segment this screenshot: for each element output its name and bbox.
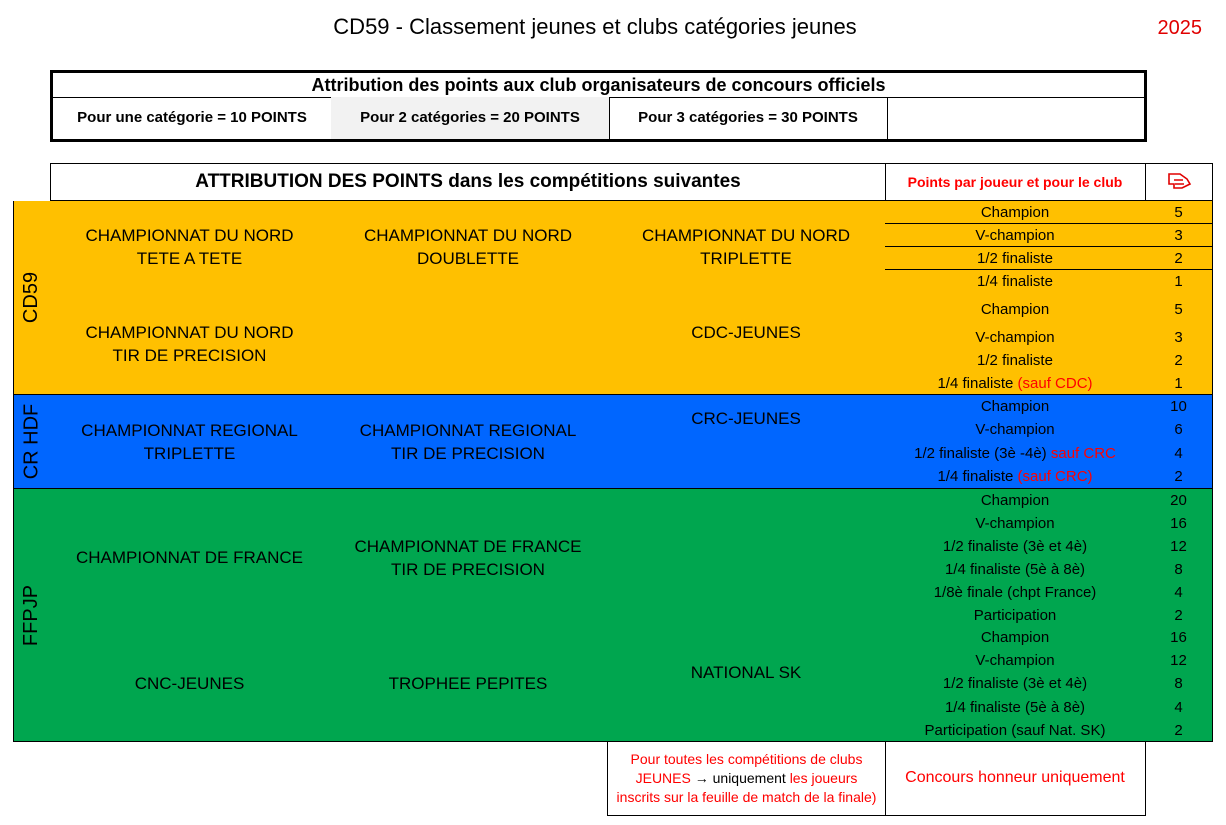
comp-nord-triplette: CHAMPIONNAT DU NORD TRIPLETTE: [607, 201, 886, 294]
points-label: 1/4 finaliste (sauf CRC): [885, 465, 1146, 489]
group-ffpjp: FFPJP: [13, 489, 51, 742]
points-value: 2: [1145, 719, 1213, 742]
year-label: 2025: [1157, 17, 1202, 39]
points-value: 2: [1145, 349, 1213, 373]
points-label: 1/2 finaliste (3è -4è) sauf CRC: [885, 441, 1146, 466]
points-value: 8: [1145, 672, 1213, 696]
comp-empty-crc-sub: [607, 441, 886, 489]
group-cd59: CD59: [13, 201, 51, 395]
comp-championnat-france: CHAMPIONNAT DE FRANCE: [50, 489, 330, 627]
comp-nord-tir: CHAMPIONNAT DU NORD TIR DE PRECISION: [50, 293, 330, 395]
points-label: 1/2 finaliste: [885, 247, 1146, 270]
points-value: 2: [1145, 465, 1213, 489]
group-cr-hdf: CR HDF: [13, 395, 51, 489]
points-label: 1/2 finaliste (3è et 4è): [885, 535, 1146, 559]
honneur-note: Concours honneur uniquement: [885, 741, 1146, 816]
clubs-note: Pour toutes les compétitions de clubs JEUNES → uniquement les joueurs inscrits sur la feuille de match de la finale): [607, 741, 886, 816]
comp-regional-triplette: CHAMPIONNAT REGIONAL TRIPLETTE: [50, 395, 330, 489]
points-value: 4: [1145, 695, 1213, 720]
points-label: Champion: [885, 293, 1146, 327]
points-value: 12: [1145, 649, 1213, 673]
hand-pointer-icon: [1145, 163, 1213, 201]
comp-national-sk: NATIONAL SK: [607, 626, 886, 720]
points-label: 1/2 finaliste: [885, 349, 1146, 373]
comp-empty-cd59: [329, 293, 608, 395]
points-value: 1: [1145, 372, 1213, 395]
points-value: 16: [1145, 512, 1213, 536]
points-value: 2: [1145, 604, 1213, 627]
organizer-cell-2: Pour 2 catégories = 20 POINTS: [331, 97, 610, 139]
points-label: Champion: [885, 626, 1146, 650]
comp-nord-tete-a-tete: CHAMPIONNAT DU NORD TETE A TETE: [50, 201, 330, 294]
points-value: 2: [1145, 247, 1213, 270]
comp-nord-doublette: CHAMPIONNAT DU NORD DOUBLETTE: [329, 201, 608, 294]
points-label: 1/4 finaliste (5è à 8è): [885, 695, 1146, 720]
organizer-cell-4: [887, 97, 1144, 139]
points-label: 1/4 finaliste (5è à 8è): [885, 558, 1146, 582]
points-label: V-champion: [885, 649, 1146, 673]
comp-crc-jeunes: CRC-JEUNES: [607, 395, 886, 442]
points-label: V-champion: [885, 224, 1146, 247]
organizer-points-box: [50, 70, 1147, 142]
points-label: 1/4 finaliste: [885, 270, 1146, 294]
points-value: 8: [1145, 558, 1213, 582]
points-value: 4: [1145, 581, 1213, 605]
points-label: Participation (sauf Nat. SK): [885, 719, 1146, 742]
points-value: 12: [1145, 535, 1213, 559]
main-heading: ATTRIBUTION DES POINTS dans les compétitions suivantes: [50, 163, 886, 201]
comp-trophee-pepites: TROPHEE PEPITES: [329, 626, 608, 742]
points-value: 6: [1145, 418, 1213, 442]
points-label: 1/4 finaliste (sauf CDC): [885, 372, 1146, 395]
comp-regional-tir: CHAMPIONNAT REGIONAL TIR DE PRECISION: [329, 395, 608, 489]
points-label: Participation: [885, 604, 1146, 627]
points-label: 1/2 finaliste (3è et 4è): [885, 672, 1146, 696]
points-label: 1/8è finale (chpt France): [885, 581, 1146, 605]
comp-empty-national-sub: [607, 719, 886, 742]
points-value: 10: [1145, 395, 1213, 419]
points-value: 3: [1145, 224, 1213, 247]
page-title: CD59 - Classement jeunes et clubs catégories jeunes: [333, 14, 857, 39]
points-label: V-champion: [885, 512, 1146, 536]
points-value: 16: [1145, 626, 1213, 650]
points-value: 20: [1145, 489, 1213, 513]
points-label: Champion: [885, 201, 1146, 224]
points-heading: Points par joueur et pour le club: [885, 163, 1146, 201]
points-value: 3: [1145, 326, 1213, 350]
points-label: Champion: [885, 489, 1146, 513]
comp-empty-france: [607, 489, 886, 627]
points-label: V-champion: [885, 326, 1146, 350]
points-value: 1: [1145, 270, 1213, 294]
comp-cnc-jeunes: CNC-JEUNES: [50, 626, 330, 742]
comp-cdc-jeunes: CDC-JEUNES: [607, 293, 886, 373]
organizer-heading: Attribution des points aux club organisateurs de concours officiels: [53, 73, 1144, 98]
points-value: 5: [1145, 293, 1213, 327]
points-label: V-champion: [885, 418, 1146, 442]
points-label: Champion: [885, 395, 1146, 419]
organizer-cell-1: Pour une catégorie = 10 POINTS: [53, 97, 332, 139]
comp-france-tir: CHAMPIONNAT DE FRANCE TIR DE PRECISION: [329, 489, 608, 627]
points-value: 5: [1145, 201, 1213, 224]
comp-empty-cdc-sub: [607, 372, 886, 395]
points-value: 4: [1145, 441, 1213, 466]
organizer-cell-3: Pour 3 catégories = 30 POINTS: [609, 97, 888, 139]
